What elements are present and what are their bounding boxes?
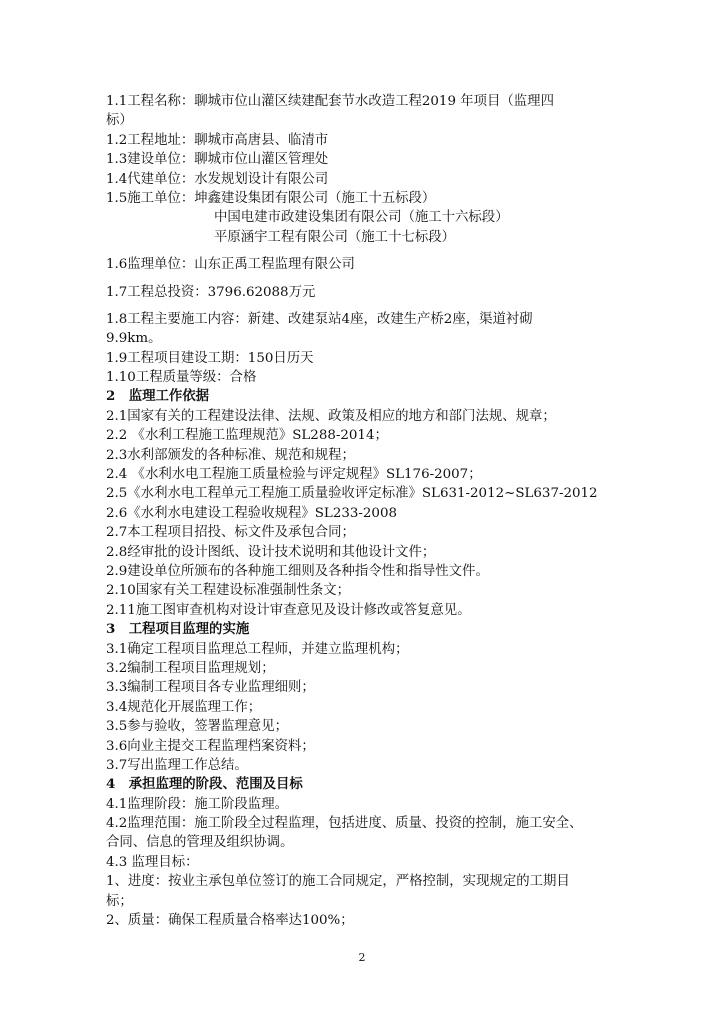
text-line: 1.10工程质量等级：合格 bbox=[106, 370, 257, 386]
page-number: 2 bbox=[358, 951, 366, 964]
text-line: 2.2 《水利工程施工监理规范》SL288-2014； bbox=[106, 428, 388, 444]
text-line: 3.3编制工程项目各专业监理细则； bbox=[106, 680, 315, 696]
text-line: 1.4代建单位：水发规划设计有限公司 bbox=[106, 171, 329, 187]
text-line: 1.5施工单位：坤鑫建设集团有限公司（施工十五标段） bbox=[106, 190, 436, 206]
text-line: 3.6向业主提交工程监理档案资料； bbox=[106, 738, 315, 754]
text-line: 1.6监理单位：山东正禹工程监理有限公司 bbox=[106, 257, 355, 273]
text-line: 1.1工程名称：聊城市位山灌区续建配套节水改造工程2019 年项目（监理四 bbox=[106, 94, 554, 109]
text-line: 2.5《水利水电工程单元工程施工质量验收评定标准》SL631-2012~SL637-2012 bbox=[106, 486, 598, 502]
text-line: 3.2编制工程项目监理规划； bbox=[106, 660, 275, 676]
text-line: 9.9km。 bbox=[106, 331, 162, 347]
text-line: 2.7本工程项目招投、标文件及承包合同； bbox=[106, 525, 355, 541]
text-line: 3.4规范化开展监理工作； bbox=[106, 699, 262, 715]
document-body bbox=[106, 92, 626, 930]
text-line: 2.4 《水利水电工程施工质量检验与评定规程》SL176-2007； bbox=[106, 467, 482, 483]
text-line: 平原涵宇工程有限公司（施工十七标段） bbox=[214, 229, 456, 245]
text-line: 4.2监理范围：施工阶段全过程监理，包括进度、质量、投资的控制，施工安全、 bbox=[106, 816, 583, 832]
text-line: 2.6《水利水电建设工程验收规程》SL233-2008 bbox=[106, 505, 397, 521]
text-line: 4.3 监理目标： bbox=[106, 854, 199, 870]
text-line: 1.9工程项目建设工期：150日历天 bbox=[106, 350, 314, 366]
section-heading: 2 监理工作依据 bbox=[106, 388, 210, 405]
section-heading: 3 工程项目监理的实施 bbox=[106, 621, 250, 638]
text-line: 1、进度：按业主承包单位签订的施工合同规定，严格控制，实现规定的工期目 bbox=[106, 874, 570, 890]
text-line: 3.5参与验收，签署监理意见； bbox=[106, 719, 288, 735]
text-line: 2.11施工图审查机构对设计审查意见及设计修改或答复意见。 bbox=[106, 602, 471, 618]
text-line: 2.8经审批的设计图纸、设计技术说明和其他设计文件； bbox=[106, 544, 436, 560]
text-line: 2、质量：确保工程质量合格率达100%； bbox=[106, 913, 354, 929]
text-line: 3.7写出监理工作总结。 bbox=[106, 757, 248, 773]
section-heading: 4 承担监理的阶段、范围及目标 bbox=[106, 776, 303, 793]
text-line: 2.3水利部颁发的各种标准、规范和规程； bbox=[106, 447, 355, 463]
text-line: 标） bbox=[106, 113, 133, 129]
text-line: 2.9建设单位所颁布的各种施工细则及各种指令性和指导性文件。 bbox=[106, 563, 489, 579]
text-line: 4.1监理阶段：施工阶段监理。 bbox=[106, 796, 288, 812]
text-line: 2.1国家有关的工程建设法律、法规、政策及相应的地方和部门法规、规章； bbox=[106, 408, 556, 424]
text-line: 1.3建设单位：聊城市位山灌区管理处 bbox=[106, 152, 329, 168]
text-line: 1.7工程总投资：3796.62088万元 bbox=[106, 284, 316, 300]
text-line: 中国电建市政建设集团有限公司（施工十六标段） bbox=[214, 210, 509, 226]
text-line: 标； bbox=[106, 893, 133, 909]
text-line: 1.2工程地址：聊城市高唐县、临清市 bbox=[106, 132, 329, 148]
text-line: 3.1确定工程项目监理总工程师，并建立监理机构； bbox=[106, 641, 409, 657]
text-line: 1.8工程主要施工内容：新建、改建泵站4座，改建生产桥2座，渠道衬砌 bbox=[106, 311, 533, 327]
text-line: 合同、信息的管理及组织协调。 bbox=[106, 835, 294, 851]
text-line: 2.10国家有关工程建设标准强制性条文； bbox=[106, 583, 351, 599]
